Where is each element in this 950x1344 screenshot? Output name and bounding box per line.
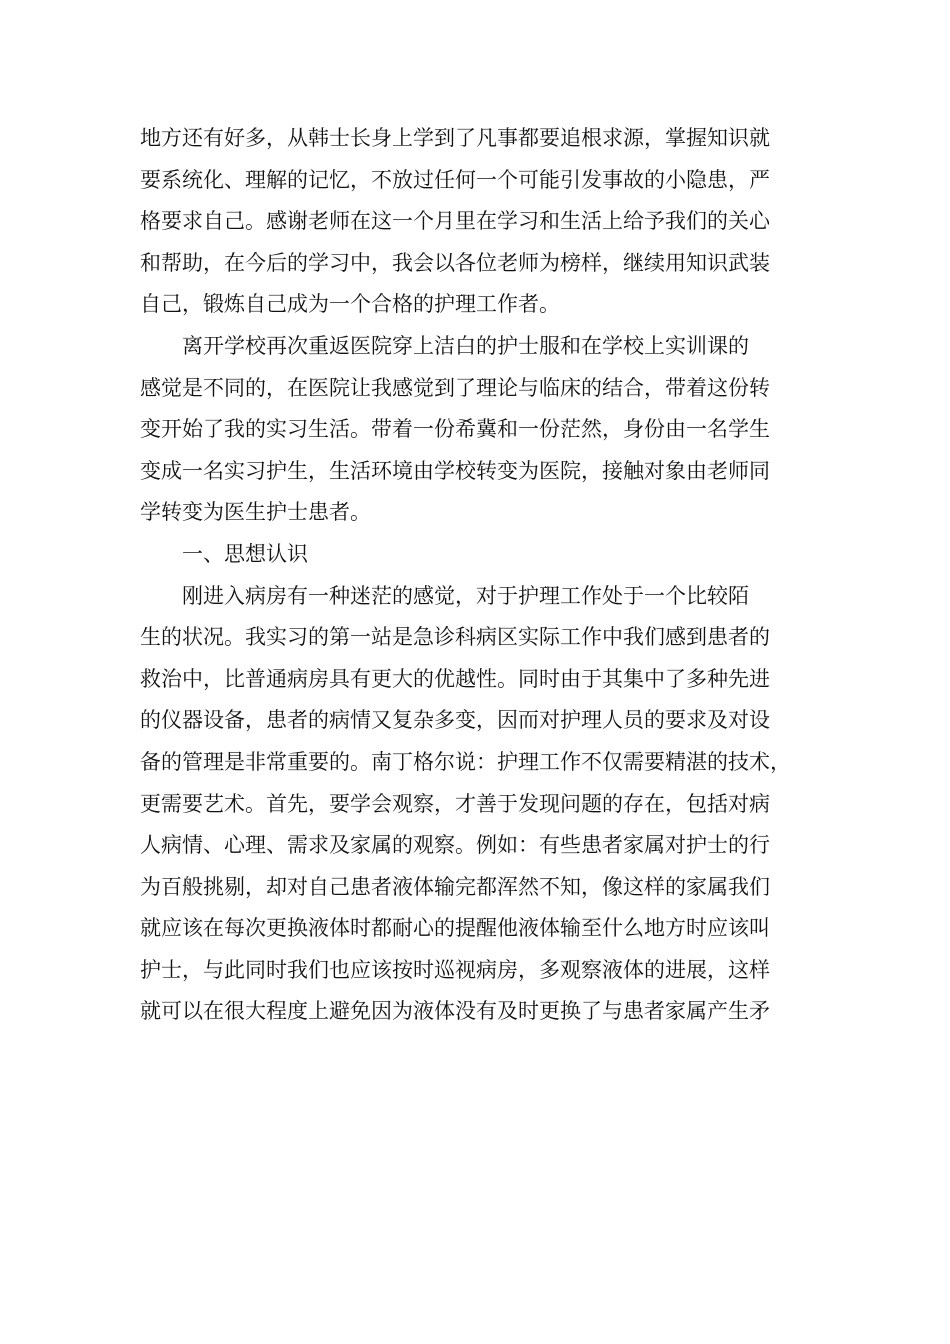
text-line: 就应该在每次更换液体时都耐心的提醒他液体输至什么地方时应该叫 — [140, 916, 770, 941]
text-line: 自己，锻炼自己成为一个合格的护理工作者。 — [140, 292, 560, 317]
paragraph-start-line: 离开学校再次重返医院穿上洁白的护士服和在学校上实训课的 — [182, 333, 749, 358]
text-line: 学转变为医生护士患者。 — [140, 500, 371, 525]
body-text — [140, 118, 820, 1033]
text-line: 地方还有好多，从韩士长身上学到了凡事都要追根求源，掌握知识就 — [140, 126, 770, 150]
text-line: 备的管理是非常重要的。南丁格尔说：护理工作不仅需要精湛的技术， — [140, 749, 791, 774]
text-line: 的仪器设备，患者的病情又复杂多变，因而对护理人员的要求及对设 — [140, 708, 770, 733]
text-line: 更需要艺术。首先，要学会观察，才善于发现问题的存在，包括对病 — [140, 791, 770, 816]
text-line: 人病情、心理、需求及家属的观察。例如：有些患者家属对护士的行 — [140, 833, 770, 858]
text-line: 和帮助，在今后的学习中，我会以各位老师为榜样，继续用知识武装 — [140, 250, 770, 275]
text-line: 护士，与此同时我们也应该按时巡视病房，多观察液体的进展，这样 — [140, 957, 770, 982]
paragraph-start-line: 刚进入病房有一种迷茫的感觉，对于护理工作处于一个比较陌 — [182, 583, 749, 608]
text-line: 为百般挑剔，却对自己患者液体输完都浑然不知，像这样的家属我们 — [140, 874, 770, 899]
text-line: 就可以在很大程度上避免因为液体没有及时更换了与患者家属产生矛 — [140, 999, 770, 1024]
text-line: 感觉是不同的，在医院让我感觉到了理论与临床的结合，带着这份转 — [140, 375, 770, 400]
section-heading: 一、思想认识 — [182, 541, 308, 566]
text-line: 格要求自己。感谢老师在这一个月里在学习和生活上给予我们的关心 — [140, 209, 770, 234]
text-line: 救治中，比普通病房具有更大的优越性。同时由于其集中了多种先进 — [140, 666, 770, 691]
text-line: 要系统化、理解的记忆，不放过任何一个可能引发事故的小隐患，严 — [140, 167, 770, 192]
text-line: 生的状况。我实习的第一站是急诊科病区实际工作中我们感到患者的 — [140, 625, 770, 650]
text-line: 变开始了我的实习生活。带着一份希冀和一份茫然，身份由一名学生 — [140, 417, 770, 442]
text-line: 变成一名实习护生，生活环境由学校转变为医院，接触对象由老师同 — [140, 458, 770, 483]
